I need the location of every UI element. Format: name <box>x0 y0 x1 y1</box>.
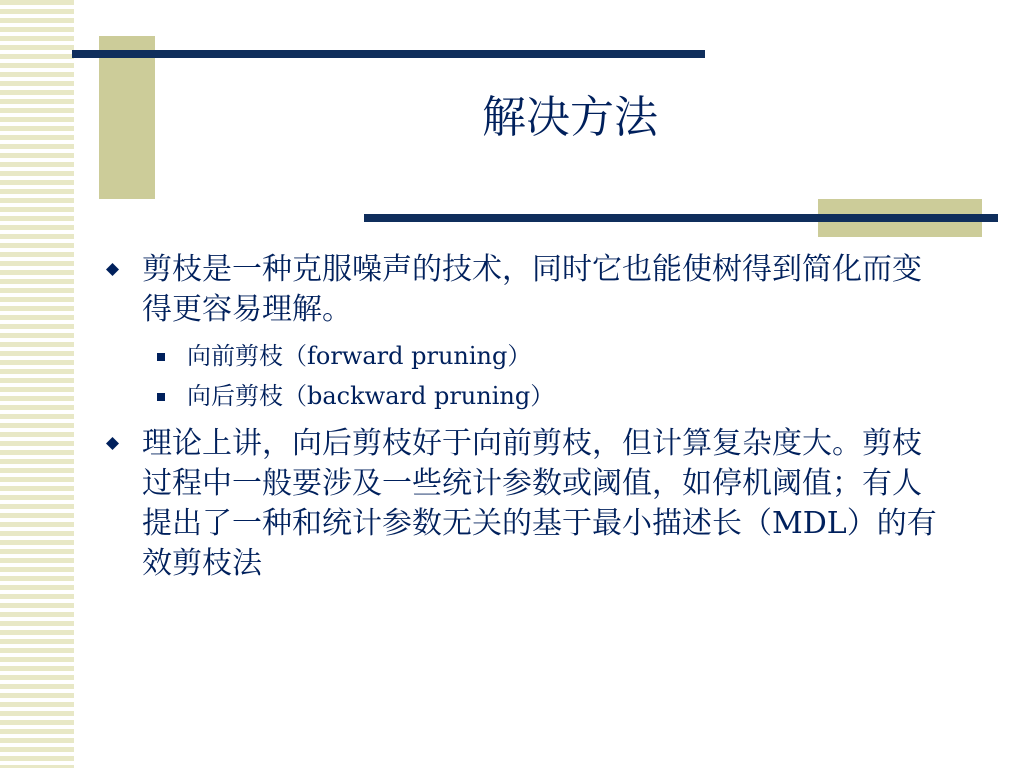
square-icon <box>157 393 165 401</box>
decorative-stripes <box>0 0 74 768</box>
diamond-icon <box>106 263 119 276</box>
sub-bullet-text: 向前剪枝（forward pruning） <box>187 342 532 370</box>
sub-bullet-list <box>100 336 970 416</box>
sub-bullet-item <box>100 336 970 376</box>
diamond-icon <box>106 437 119 450</box>
square-icon <box>157 353 165 361</box>
sub-bullet-item <box>100 376 970 416</box>
slide-title: 解决方法 <box>482 92 658 143</box>
bullet-text: 剪枝是一种克服噪声的技术，同时它也能使树得到简化而变得更容易理解。 <box>142 252 922 327</box>
bullet-item <box>100 424 970 584</box>
bullet-text: 理论上讲，向后剪枝好于向前剪枝，但计算复杂度大。剪枝过程中一般要涉及一些统计参数或阈值，如停机阈值；有人提出了一种和统计参数无关的基于最小描述长（MDL）的有效剪枝法 <box>142 426 937 581</box>
bullet-item <box>100 250 970 330</box>
title-rule-top <box>72 50 705 58</box>
sub-bullet-text: 向后剪枝（backward pruning） <box>187 382 555 410</box>
slide-body <box>100 250 970 590</box>
decorative-block-top <box>99 36 155 199</box>
title-rule-bottom <box>364 214 998 222</box>
